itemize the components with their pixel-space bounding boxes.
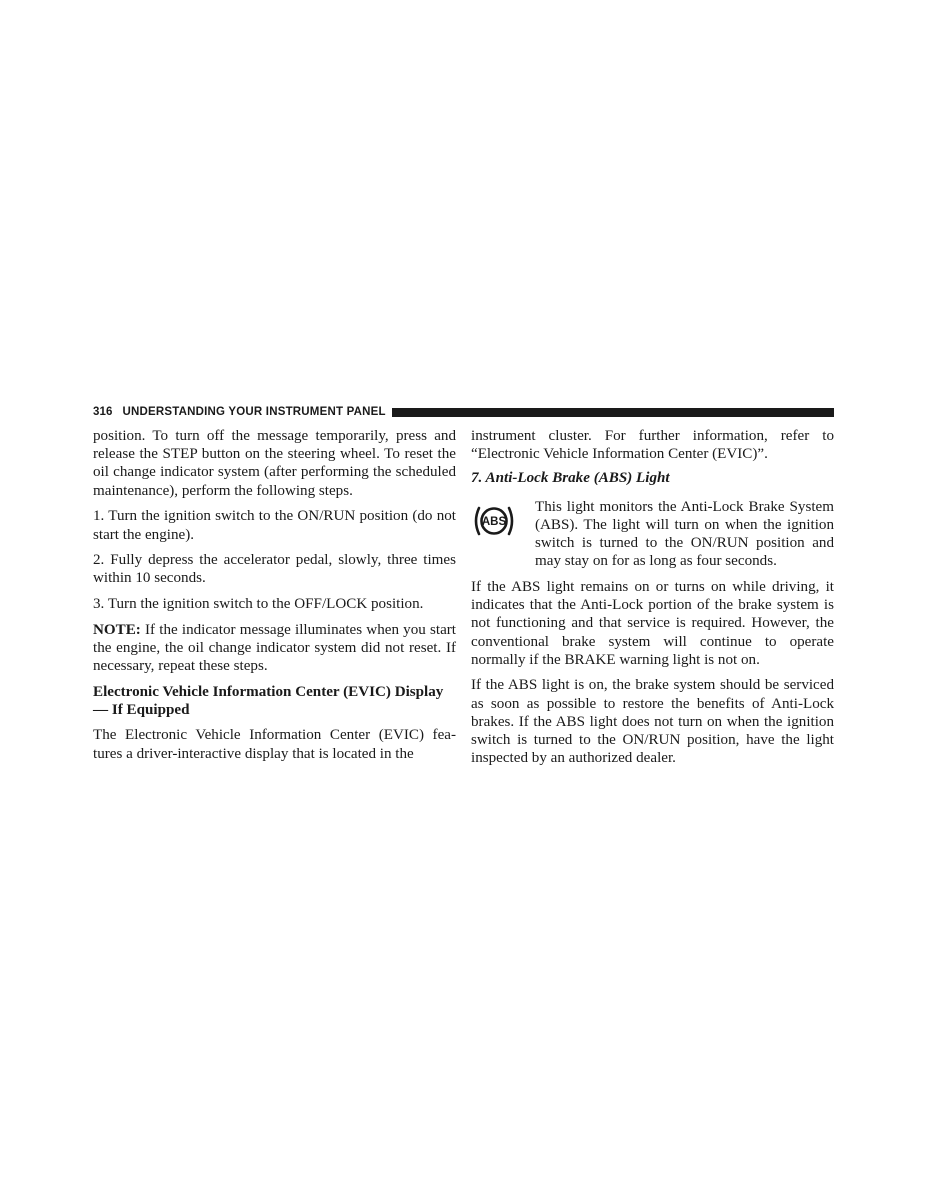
note-paragraph [93, 621, 456, 676]
page-number: 316 [93, 406, 113, 418]
abs-warning-light-icon [471, 504, 517, 538]
abs-light-block [471, 498, 834, 571]
page-header [93, 404, 834, 420]
abs-paragraph-2: If the ABS light remains on or turns on while driving, it indicates that the Anti-Lock portion of the brake system is not functioning and that service is required. However, the conventional brake system will continue to operate normally if the BRAKE warning light is not on. [471, 578, 834, 668]
evic-paragraph: The Electronic Vehicle Information Center (EVIC) fea- tures a driver-interactive display that is located in the [93, 727, 456, 762]
header-rule [392, 408, 834, 417]
section-title: UNDERSTANDING YOUR INSTRUMENT PANEL [122, 406, 386, 418]
abs-heading: 7. Anti-Lock Brake (ABS) Light [471, 470, 670, 487]
abs-icon-wrapper [471, 498, 535, 571]
abs-paragraph-3: If the ABS light is on, the brake system should be serviced as soon as possible to restore the benefits of Anti-Lock brakes. If the ABS light does not turn on when the ignition switch is turned to the ON/RUN position, have the light inspected by an authorized dealer. [471, 677, 834, 767]
note-text: If the indicator message illuminates when you start the engine, the oil change indicator system did not reset. If necessary, repeat these steps. [93, 621, 456, 675]
step-2: 2. Fully depress the accelerator pedal, slowly, three times within 10 seconds. [93, 552, 456, 587]
evic-continuation: instrument cluster. For further information, refer to “Electronic Vehicle Information Center (EVIC)”. [471, 428, 834, 463]
abs-icon-text: ABS [481, 515, 507, 528]
step-3: 3. Turn the ignition switch to the OFF/LOCK position. [93, 596, 424, 613]
abs-intro-text: This light monitors the Anti-Lock Brake System (ABS). The light will turn on when the ignition switch is turned to the ON/RUN position and may stay on for as long as four seconds. [535, 498, 834, 570]
paragraph-oil-reset-intro: position. To turn off the message temporarily, press and release the STEP button on the steering wheel. To reset the oil change indicator system (after performing the scheduled maintenance), perform the following steps. [93, 428, 456, 499]
right-column [471, 427, 834, 775]
evic-heading: Electronic Vehicle Information Center (EVIC) Display — If Equipped [93, 683, 444, 719]
step-1: 1. Turn the ignition switch to the ON/RUN position (do not start the engine). [93, 508, 456, 543]
left-column [93, 427, 456, 770]
note-label: NOTE: [93, 621, 141, 638]
